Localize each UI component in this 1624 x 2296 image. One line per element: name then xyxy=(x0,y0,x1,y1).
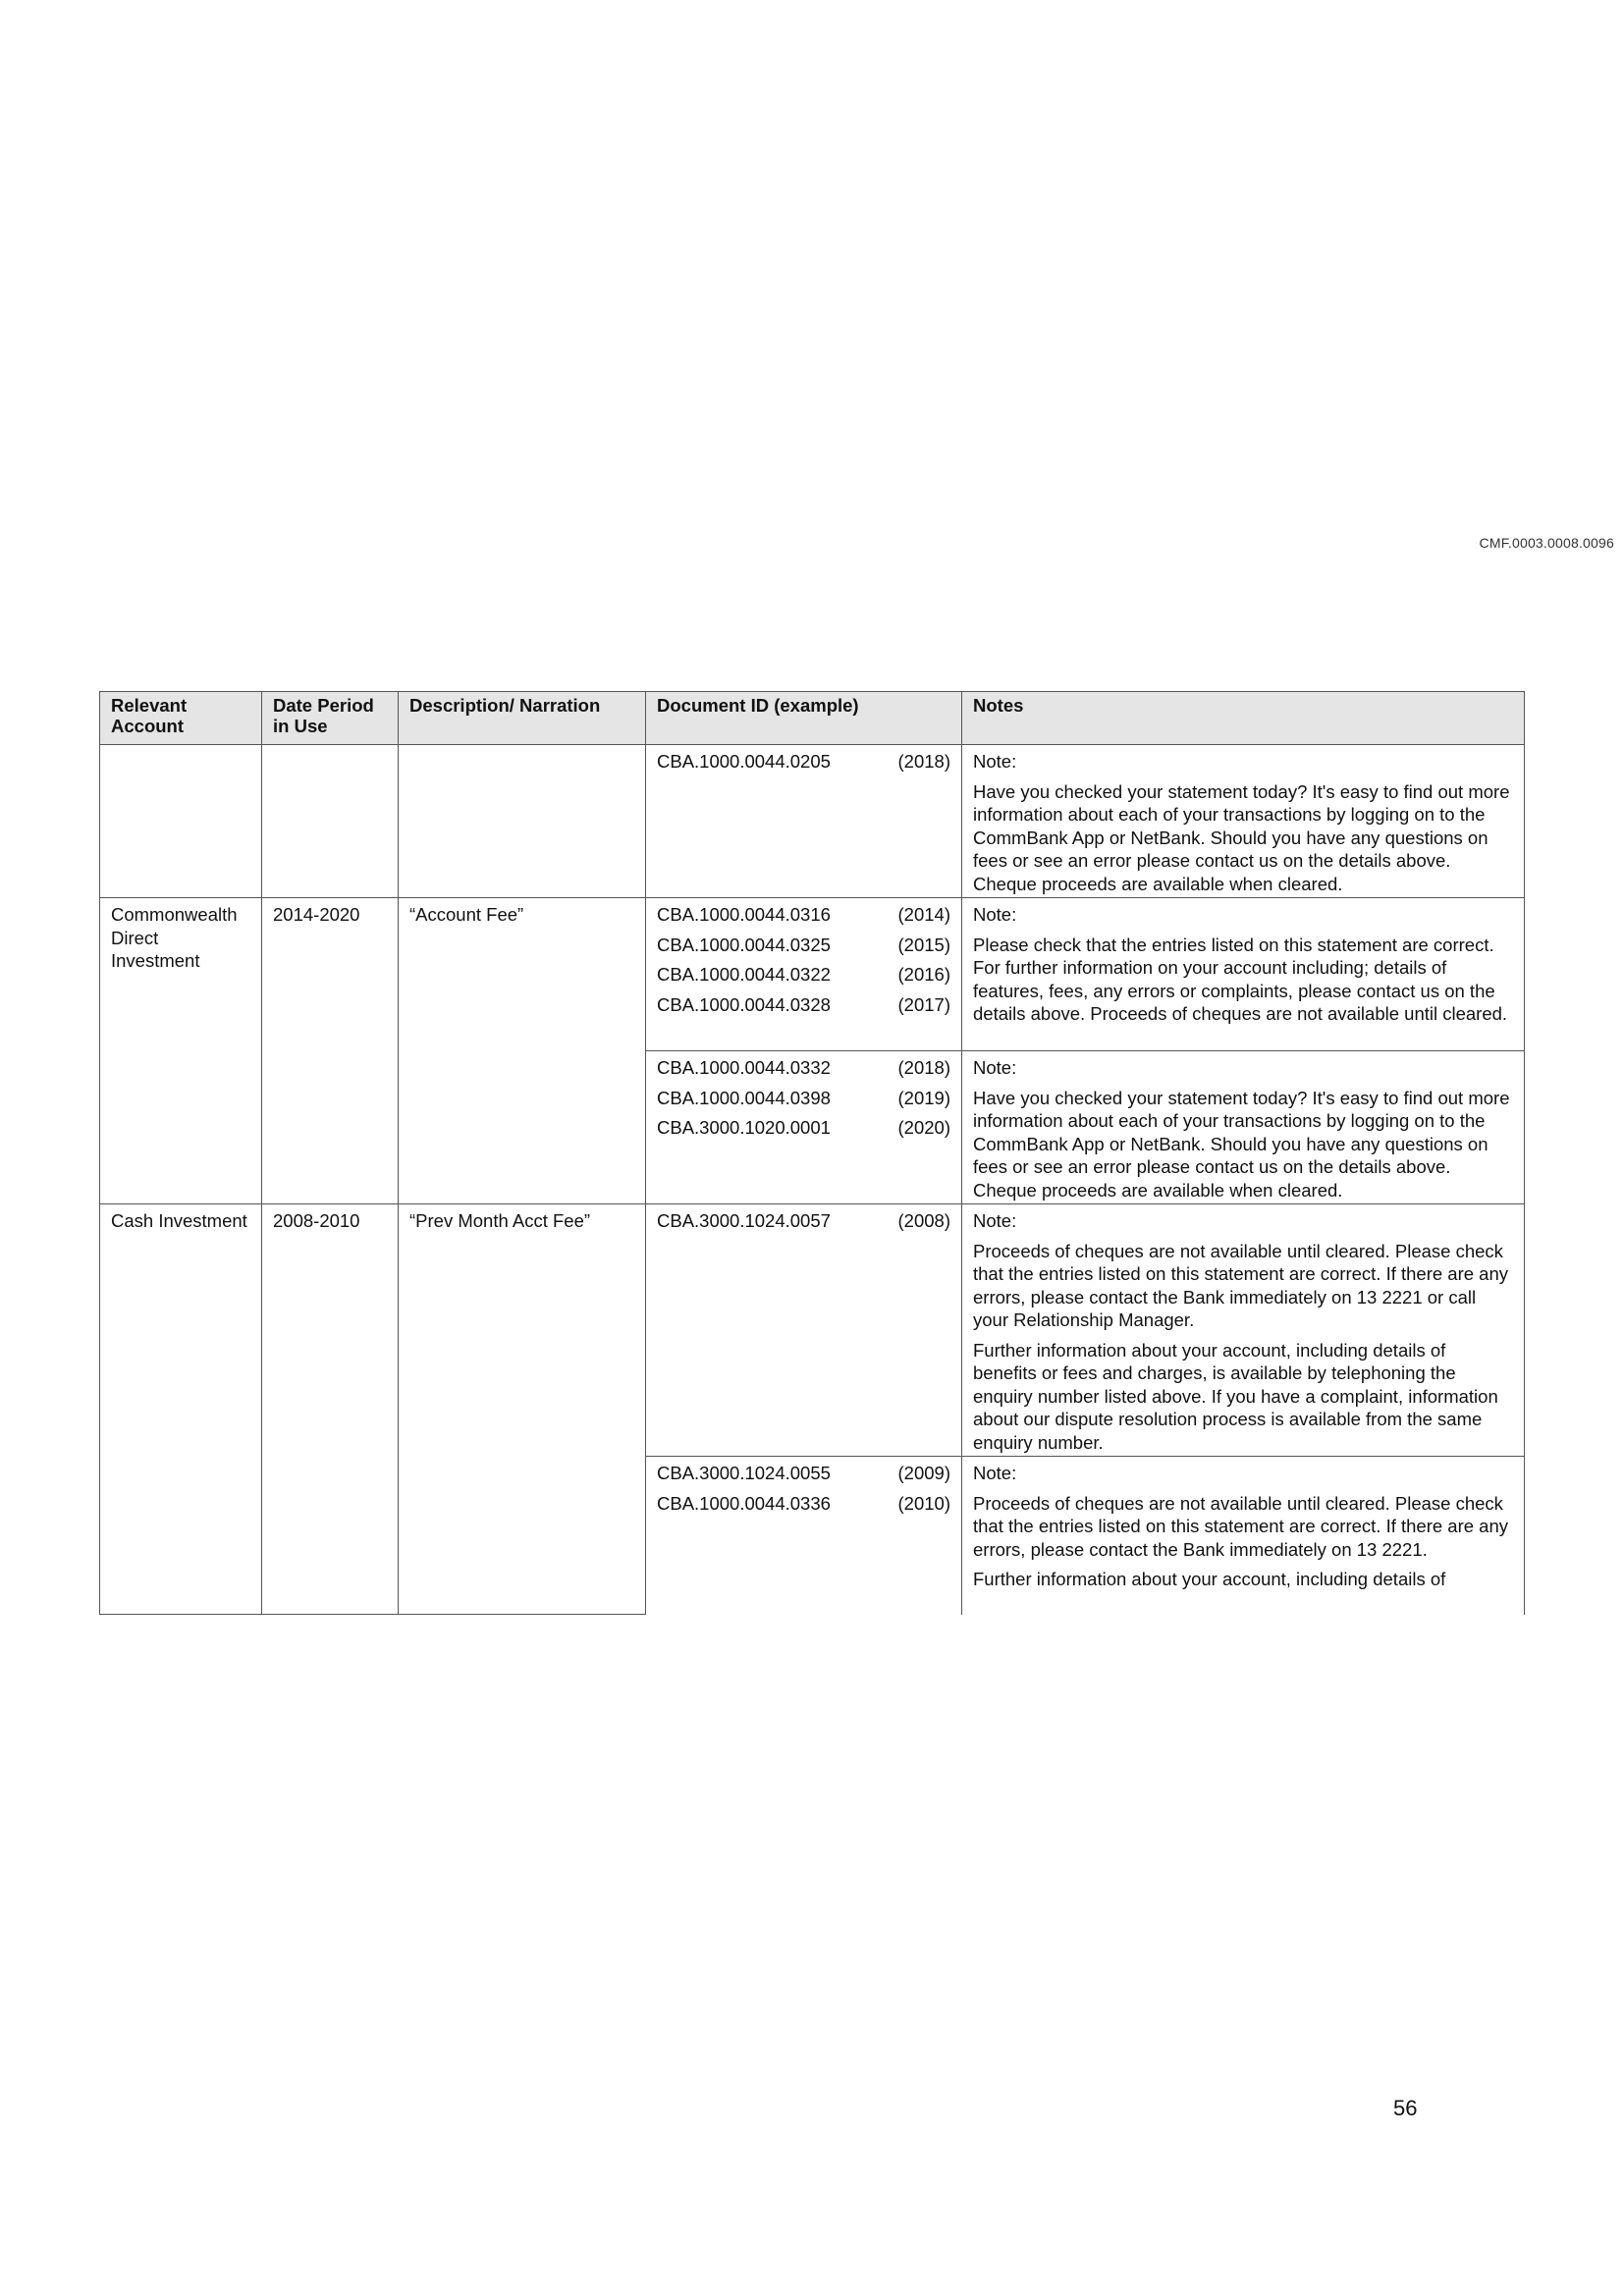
header-relevant-account: Relevant Account xyxy=(100,692,262,745)
note-paragraph: Have you checked your statement today? It's easy to find out more information about each of your transactions by logging on to the CommBank App or NetBank. Should you have any questions on fees or see an error please contact us on the details above. Cheque proceeds are available when cleared. xyxy=(973,1087,1510,1201)
period-cell xyxy=(262,745,399,898)
document-id: CBA.1000.0044.0205 xyxy=(657,751,831,772)
table-row xyxy=(100,898,1525,1051)
document-year: (2010) xyxy=(897,1492,950,1514)
document-id-cell xyxy=(646,898,962,1051)
document-id-line xyxy=(657,1056,950,1080)
period-cell: 2008-2010 xyxy=(262,1204,399,1615)
document-id-line xyxy=(657,1116,950,1140)
note-paragraph: Proceeds of cheques are not available until cleared. Please check that the entries listed on this statement are correct. If there are any errors, please contact the Bank immediately on 13 2221 or call your Relationship Manager. xyxy=(973,1240,1509,1330)
account-cell: Commonwealth Direct Investment xyxy=(100,898,262,1204)
account-cell xyxy=(100,745,262,898)
fee-narration-table xyxy=(99,691,1525,1615)
document-id-line xyxy=(657,1492,950,1516)
note-paragraph: Further information about your account, including details of benefits or fees and charges, is available by telephoning the enquiry number listed above. If you have a complaint, information about our dispute resolution process is available from the same enquiry number. xyxy=(973,1339,1498,1453)
document-year: (2009) xyxy=(897,1463,950,1483)
document-year: (2018) xyxy=(897,1057,950,1078)
note-label: Note: xyxy=(973,1057,1017,1078)
account-cell: Cash Investment xyxy=(100,1204,262,1615)
notes-cell xyxy=(962,898,1525,1051)
document-year: (2020) xyxy=(897,1117,950,1138)
notes-cell xyxy=(962,745,1525,898)
note-paragraph: Please check that the entries listed on this statement are correct. For further information on your account including; details of features, fees, any errors or complaints, please contact us on the details above. Proceeds of cheques are not available until cleared. xyxy=(973,934,1508,1024)
document-id-line xyxy=(657,963,950,987)
header-date-period: Date Period in Use xyxy=(262,692,399,745)
notes-cell xyxy=(962,1457,1525,1615)
table-row xyxy=(100,1204,1525,1457)
document-id-cell xyxy=(646,745,962,898)
table-row xyxy=(100,745,1525,898)
document-year: (2017) xyxy=(897,993,950,1015)
document-id-cell xyxy=(646,1204,962,1457)
document-id-line xyxy=(657,750,950,774)
description-cell xyxy=(399,745,646,898)
document-id-line xyxy=(657,993,950,1017)
page-number: 56 xyxy=(1393,2096,1418,2120)
note-label: Note: xyxy=(973,1210,1017,1231)
document-id: CBA.1000.0044.0398 xyxy=(657,1087,831,1108)
document-id-line xyxy=(657,1462,950,1485)
notes-cell xyxy=(962,1051,1525,1204)
document-id: CBA.3000.1020.0001 xyxy=(657,1117,831,1138)
document-reference-id: CMF.0003.0008.0096 xyxy=(1479,535,1614,551)
document-year: (2014) xyxy=(897,904,950,925)
document-id-line xyxy=(657,1087,950,1110)
document-year: (2019) xyxy=(897,1087,950,1108)
header-notes: Notes xyxy=(962,692,1525,745)
description-cell: “Prev Month Acct Fee” xyxy=(399,1204,646,1615)
note-label: Note: xyxy=(973,751,1017,772)
document-id-line xyxy=(657,1209,950,1233)
document-id: CBA.1000.0044.0328 xyxy=(657,993,831,1015)
note-label: Note: xyxy=(973,904,1017,925)
document-id-line xyxy=(657,934,950,957)
document-id: CBA.3000.1024.0057 xyxy=(657,1210,831,1231)
note-paragraph: Proceeds of cheques are not available until cleared. Please check that the entries listed on this statement are correct. If there are any errors, please contact the Bank immediately on 13 2221. xyxy=(973,1492,1509,1560)
description-cell: “Account Fee” xyxy=(399,898,646,1204)
note-paragraph: Have you checked your statement today? It's easy to find out more information about each of your transactions by logging on to the CommBank App or NetBank. Should you have any questions on fees or see an error please contact us on the details above. Cheque proceeds are available when cleared. xyxy=(973,780,1510,894)
document-year: (2018) xyxy=(897,751,950,772)
table-header-row xyxy=(100,692,1525,745)
period-cell: 2014-2020 xyxy=(262,898,399,1204)
document-id: CBA.1000.0044.0316 xyxy=(657,904,831,925)
notes-cell xyxy=(962,1204,1525,1457)
document-id-line xyxy=(657,903,950,927)
header-document-id: Document ID (example) xyxy=(646,692,962,745)
header-description: Description/ Narration xyxy=(399,692,646,745)
document-year: (2008) xyxy=(897,1210,950,1231)
document-year: (2015) xyxy=(897,934,950,955)
document-id: CBA.3000.1024.0055 xyxy=(657,1463,831,1483)
document-id-cell xyxy=(646,1051,962,1204)
document-id: CBA.1000.0044.0325 xyxy=(657,934,831,955)
document-id-cell xyxy=(646,1457,962,1615)
document-id: CBA.1000.0044.0332 xyxy=(657,1057,831,1078)
note-label: Note: xyxy=(973,1463,1017,1483)
document-year: (2016) xyxy=(897,964,950,985)
document-id: CBA.1000.0044.0322 xyxy=(657,964,831,985)
document-id: CBA.1000.0044.0336 xyxy=(657,1492,831,1514)
note-paragraph: Further information about your account, including details of xyxy=(973,1569,1446,1589)
